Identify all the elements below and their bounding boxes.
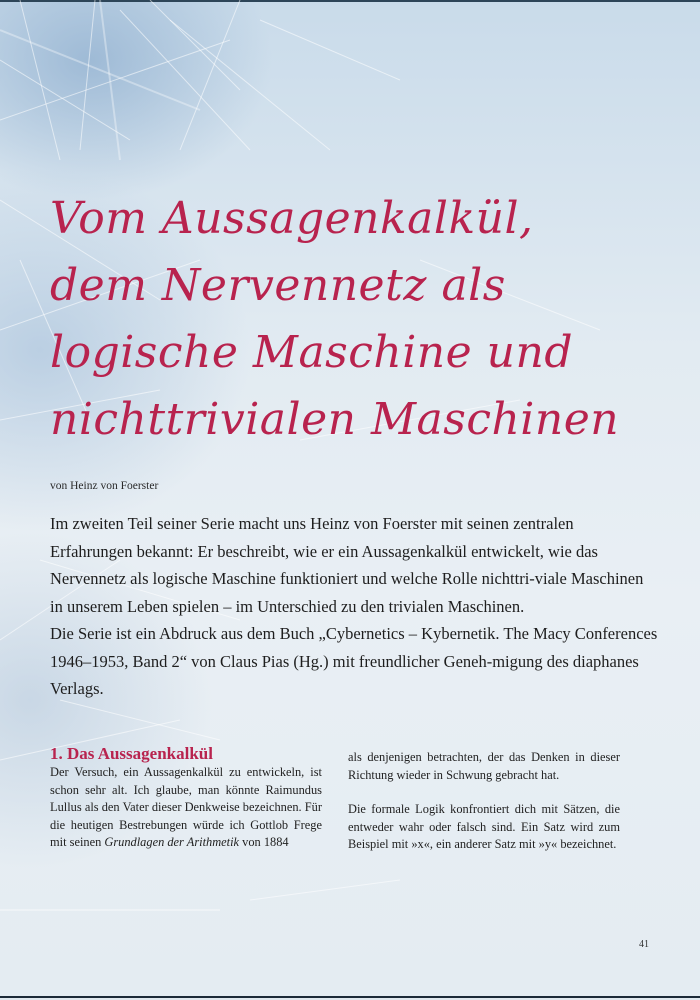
- title-line: nichttrivialen Maschinen: [50, 394, 620, 446]
- title-line: dem Nervennetz als: [50, 260, 506, 312]
- book-title: Grundlagen der Arithmetik: [104, 835, 240, 849]
- body-text: von 1884: [239, 835, 289, 849]
- body-paragraph: Die formale Logik konfrontiert dich mit Sätzen, die entweder wahr oder falsch sind. Ein Satz wird zum Beispiel mit »x«, ein anderer Satz mit »y« bezeichnet.: [348, 802, 620, 851]
- intro-paragraphs: [50, 510, 660, 703]
- body-column-right: [348, 749, 620, 871]
- bottom-edge: [0, 996, 700, 998]
- body-paragraph: als denjenigen betrachten, der das Denken in dieser Richtung wieder in Schwung gebracht hat.: [348, 750, 620, 782]
- body-text: Der Versuch, ein Aussagenkalkül zu entwickeln, ist schon sehr alt. Ich glaube, man könnte Raimundus Lullus als den Vater dieser Denkweise bezeichnen. Für die heutigen Bestrebungen würde ich Gottlob Frege mit seinen: [50, 765, 322, 849]
- body-column-left: [50, 764, 322, 869]
- title-line: logische Maschine und: [50, 327, 574, 379]
- section-heading: 1. Das Aussagenkalkül: [50, 744, 213, 763]
- article-title: [50, 185, 670, 453]
- intro-paragraph: Die Serie ist ein Abdruck aus dem Buch „Cybernetics – Kybernetik. The Macy Conferences 1946–1953, Band 2“ von Claus Pias (Hg.) mit freundlicher Geneh-migung des diaphanes Verlags.: [50, 624, 658, 698]
- title-line: Vom Aussagenkalkül,: [50, 193, 534, 245]
- intro-paragraph: Im zweiten Teil seiner Serie macht uns Heinz von Foerster mit seinen zentralen Erfahrungen bekannt: Er beschreibt, wie er ein Aussagenkalkül entwickelt, wie das Nervennetz als logische Maschine funktioniert und welche Rolle nichttri-viale Maschinen in unserem Leben spielen – im Unterschied zu den trivialen Maschinen.: [50, 514, 644, 616]
- author-byline: von Heinz von Foerster: [50, 480, 159, 492]
- page-number: 41: [639, 939, 649, 950]
- body-paragraph: [50, 764, 322, 852]
